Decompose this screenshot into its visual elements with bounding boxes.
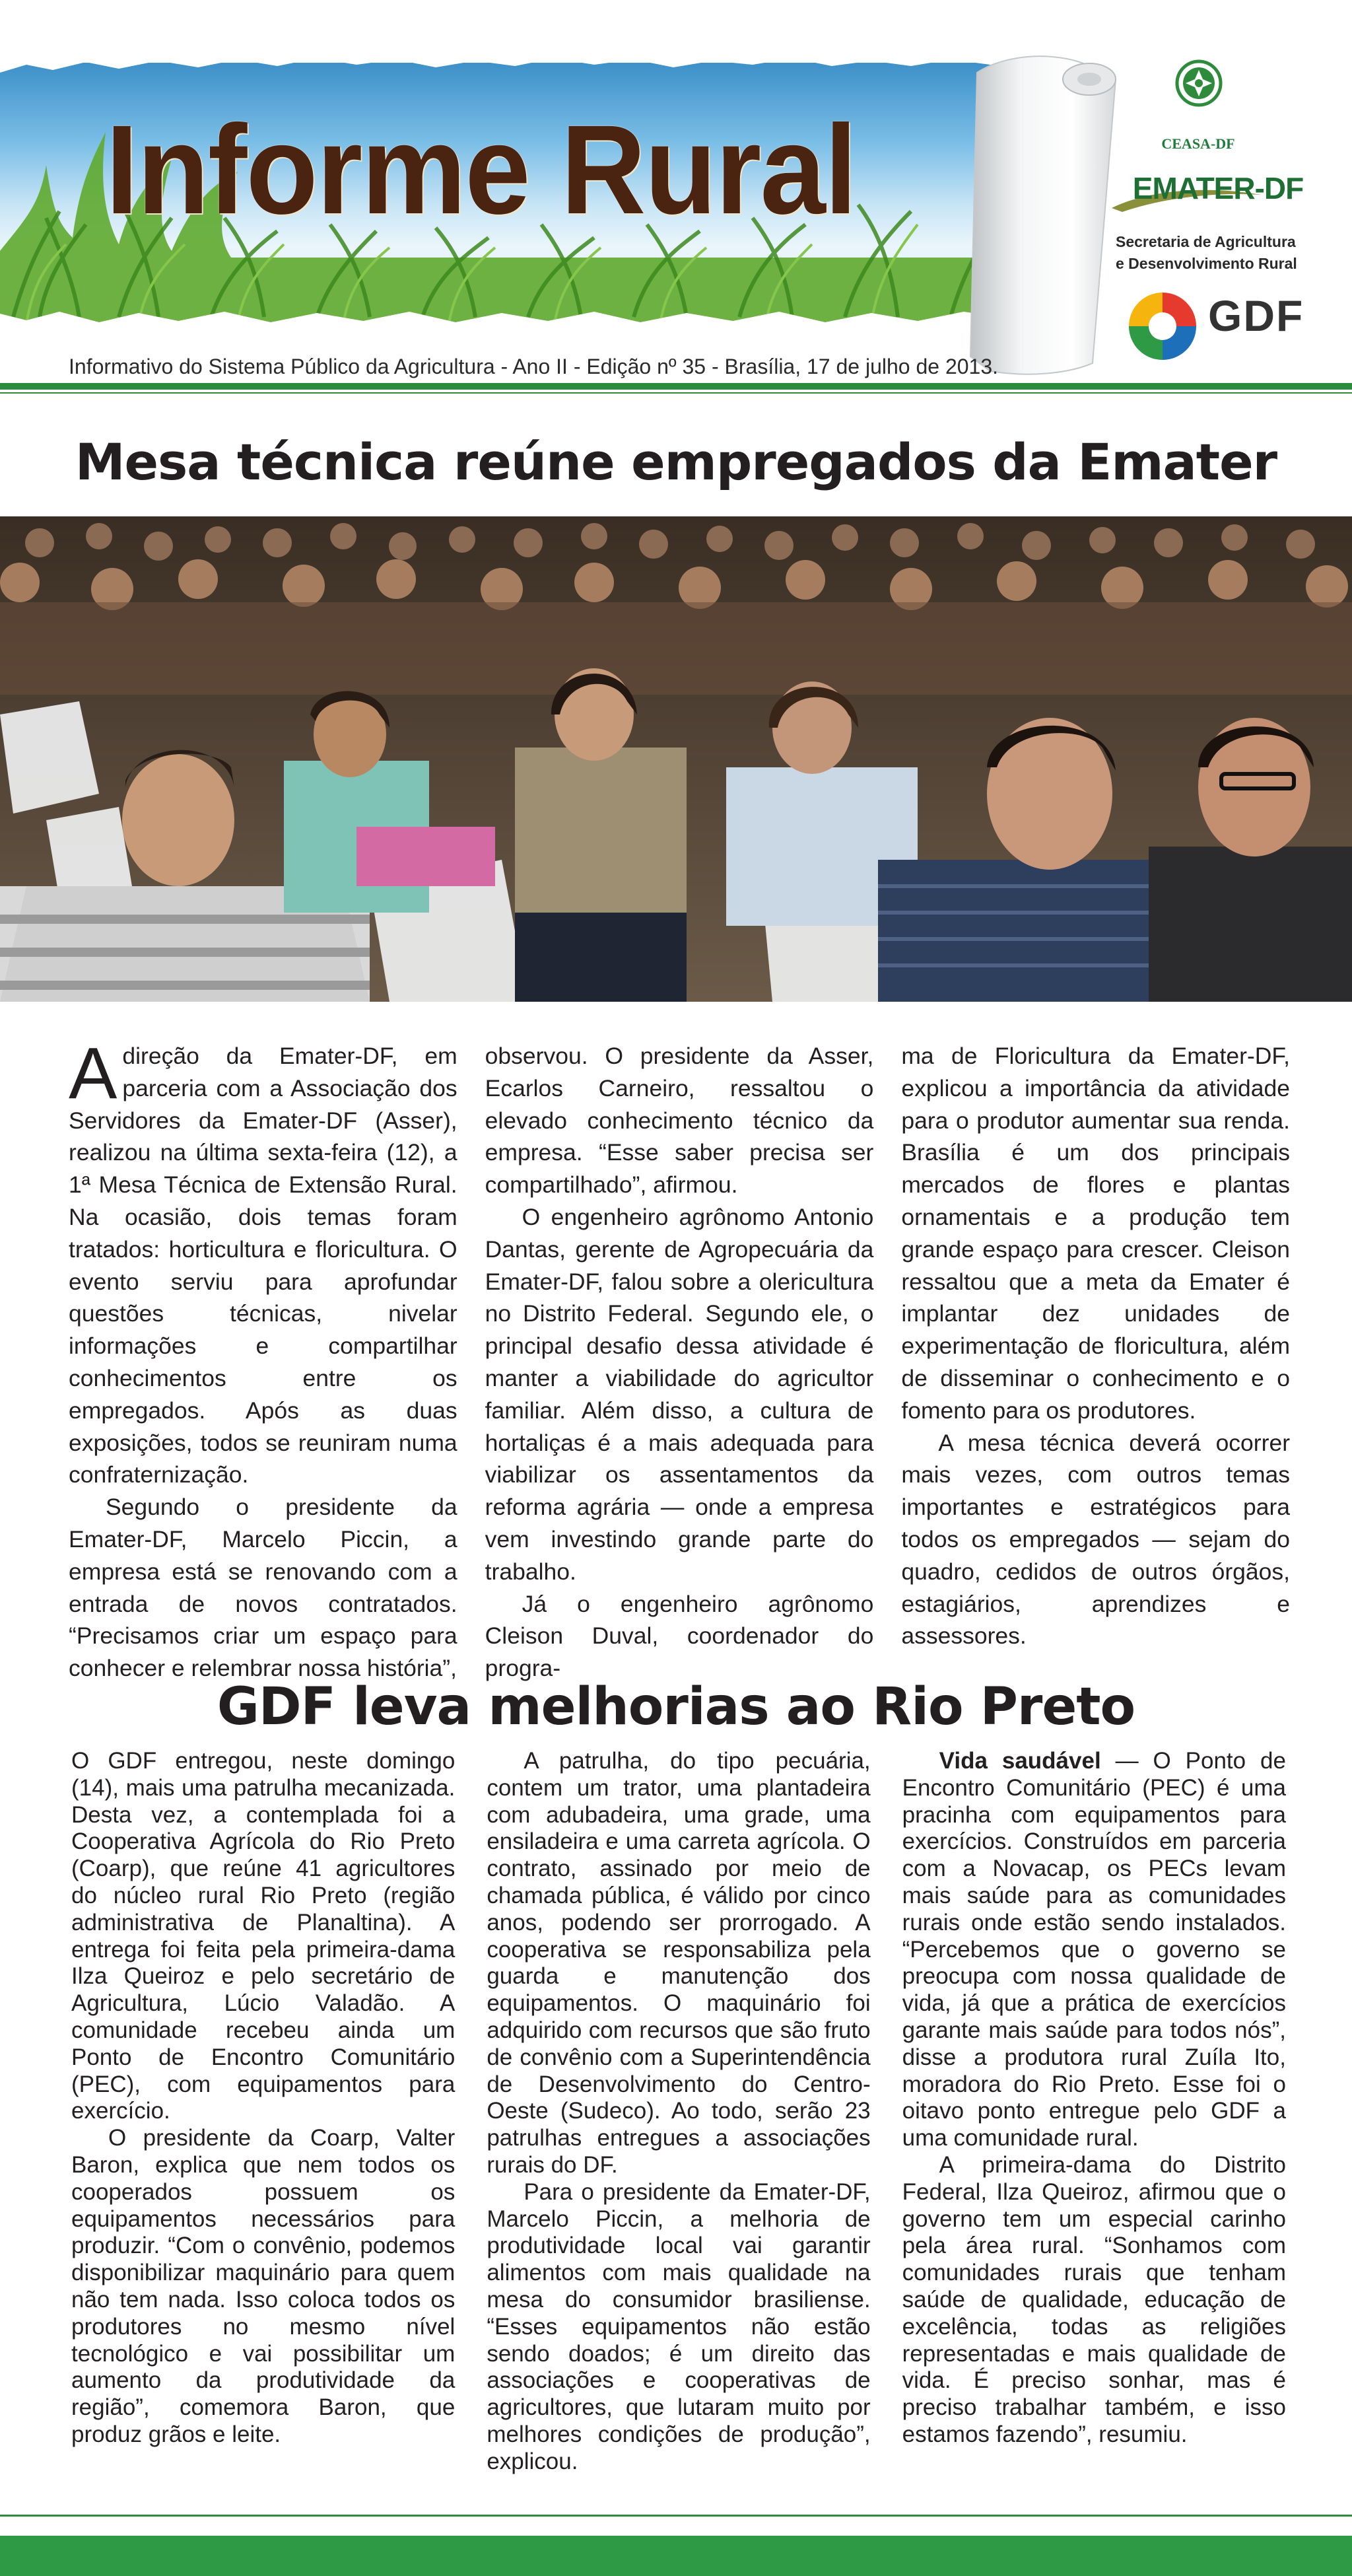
article1-column-2	[485, 1040, 874, 1685]
article1-paragraph	[69, 1033, 457, 1491]
article2-paragraph: A primeira-dama do Distrito Federal, Ilza Queiroz, afirmou que o governo tem um especial carinho pela área rural. “Sonhamos com comunidades rurais que tenham saúde de qualidade, educação de excelência, todas as religiões representadas e mais qualidade de vida. É preciso sonhar, mas é preciso trabalhar também, e isso estamos fazendo”, resumiu.	[902, 2151, 1286, 2447]
article2-column-2	[487, 1748, 870, 2476]
article1-paragraph: Já o engenheiro agrônomo Cleison Duval, coordenador do progra-	[485, 1590, 874, 1682]
masthead-title: Informe Rural	[106, 98, 856, 240]
article2-headline: GDF leva melhorias ao Rio Preto	[217, 1677, 1135, 1737]
secretaria-line-2: e Desenvolvimento Rural	[1116, 255, 1297, 272]
masthead	[0, 0, 1352, 390]
article1-paragraph: A mesa técnica deverá ocorrer mais vezes, com outros temas importantes e estratégicos para todos os empregados — sejam do quadro, cedidos de outros órgãos, estagiários, aprendizes e assessores.	[901, 1429, 1291, 1650]
article1-column-1	[69, 1033, 457, 1685]
article2-paragraph: Para o presidente da Emater-DF, Marcelo Piccin, a melhoria de produtividade local vai garantir alimentos com mais qualidade na mesa do consumidor brasiliense. “Esses equipamentos não estão sendo doados; é um direito das associações e cooperativas de agricultores, que lutaram muito por melhores condições de produção”, explicou.	[487, 2178, 871, 2474]
gdf-logo-text: GDF	[1208, 291, 1304, 340]
article2-paragraph: O GDF entregou, neste domingo (14), mais uma patrulha mecanizada. Desta vez, a contemplada foi a Cooperativa Agrícola do Rio Preto (Coarp), que reúne 41 agricultores do núcleo rural Rio Preto (região administrativa de Planaltina). A entrega foi feita pela primeira-dama Ilza Queiroz e pelo secretário de Agricultura, Lúcio Valadão. A comunidade recebeu ainda um Ponto de Encontro Comunitário (PEC), com equipamentos para exercício.	[71, 1748, 456, 2124]
article1-column-3	[901, 1040, 1290, 1685]
article1-paragraph: O engenheiro agrônomo Antonio Dantas, gerente de Agropecuária da Emater-DF, falou sobre a olericultura no Distrito Federal. Segundo ele, o principal desafio dessa atividade é manter a viabilidade do agricultor familiar. Além disso, a cultura de hortaliças é a mais adequada para viabilizar os assentamentos da reforma agrária — onde a empresa vem investindo grande parte do trabalho.	[485, 1203, 874, 1585]
article1-body	[69, 1033, 1291, 1685]
article2-column-3	[902, 1748, 1286, 2476]
article2-column-1	[71, 1748, 455, 2476]
article2-paragraph: A patrulha, do tipo pecuária, contem um trator, uma plantadeira com adubadeira, uma grade, uma ensiladeira e uma carreta agrícola. O contrato, assinado por meio de chamada pública, é válido por cinco anos, podendo ser prorrogado. A cooperativa se responsabiliza pela guarda e manutenção dos equipamentos. O maquinário foi adquirido com recursos que são fruto de convênio com a Superintendência de Desenvolvimento do Centro-Oeste (Sudeco). Ao todo, serão 23 patrulhas entregues a associações rurais do DF.	[487, 1748, 871, 2178]
dropcap: A	[69, 1033, 118, 1114]
article2-paragraph-text: — O Ponto de Encontro Comunitário (PEC) é uma pracinha com equipamentos para exercícios. Construídos em parceria com a Novacap, os PECs levam mais saúde para as comunidades rurais onde estão sendo instalados. “Percebemos que o governo se preocupa com nossa qualidade de vida, já que a prática de exercícios garante mais saúde para todos nós”, disse a produtora rural Zuíla Ito, moradora do Rio Preto. Esse foi o oitavo ponto entregue pelo GDF a uma comunidade rural.	[902, 1748, 1286, 2151]
secretaria-line-1: Secretaria de Agricultura	[1116, 233, 1296, 250]
article1-photo	[0, 516, 1352, 1002]
partner-logos	[1109, 59, 1327, 370]
subhead-vida-saudavel: Vida saudável	[939, 1748, 1101, 1774]
article1-headline: Mesa técnica reúne empregados da Emater	[75, 433, 1277, 491]
footer-rule-thin	[0, 2515, 1352, 2517]
audience-photo-illustration	[0, 516, 1352, 1002]
article2-body	[71, 1748, 1286, 2476]
article1-paragraph-text: direção da Emater-DF, em parceria com a Associação dos Servidores da Emater-DF (Asser), realizou na última sexta-feira (12), a 1ª Mesa Técnica de Extensão Rural. Na ocasião, dois temas foram tratados: horticultura e floricultura. O evento serviu para aprofundar questões técnicas, nivelar informações e compartilhar conhecimentos entre os empregados. Após as duas exposições, todos se reuniram numa confraternização.	[69, 1043, 457, 1488]
edition-info: Informativo do Sistema Público da Agricultura - Ano II - Edição nº 35 - Brasília, 17 de julho de 2013.	[69, 355, 999, 378]
article1-paragraph: observou. O presidente da Asser, Ecarlos Carneiro, ressaltou o elevado conhecimento técnico da empresa. “Esse saber precisa ser compartilhado”, afirmou.	[485, 1043, 874, 1199]
ceasa-logo-text: CEASA-DF	[1161, 135, 1235, 152]
header-rule	[0, 383, 1352, 390]
article2-paragraph: O presidente da Coarp, Valter Baron, explica que nem todos os cooperados possuem os equipamentos necessários para produzir. “Com o convênio, podemos disponibilizar maquinário para quem não tem nada. Isso coloca todos os produtores no mesmo nível tecnológico e vai possibilitar um aumento da produtividade da região”, comemora Baron, que produz grãos e leite.	[71, 2125, 456, 2447]
ceasa-logo-icon	[1175, 59, 1223, 107]
footer-bar	[0, 2536, 1352, 2576]
emater-logo-text: EMATER-DF	[1132, 171, 1304, 205]
gdf-logo-icon	[1124, 287, 1201, 365]
article1-paragraph: ma de Floricultura da Emater-DF, explicou a importância da atividade para o produtor aumentar sua renda. Brasília é um dos principais mercados de flores e plantas ornamentais e a produção tem grande espaço para crescer. Cleison ressaltou que a meta da Emater é implantar dez unidades de experimentação de floricultura, além de disseminar o conhecimento e o fomento para os produtores.	[901, 1043, 1291, 1424]
article1-paragraph: Segundo o presidente da Emater-DF, Marcelo Piccin, a empresa está se renovando com a entrada de novos contratados. “Precisamos criar um espaço para conhecer e relembrar nossa história”,	[69, 1494, 457, 1682]
paper-scroll-illustration	[951, 53, 1122, 380]
header-rule-thin	[0, 392, 1352, 394]
secretaria-text	[1116, 231, 1327, 275]
article2-paragraph	[902, 1748, 1286, 2152]
